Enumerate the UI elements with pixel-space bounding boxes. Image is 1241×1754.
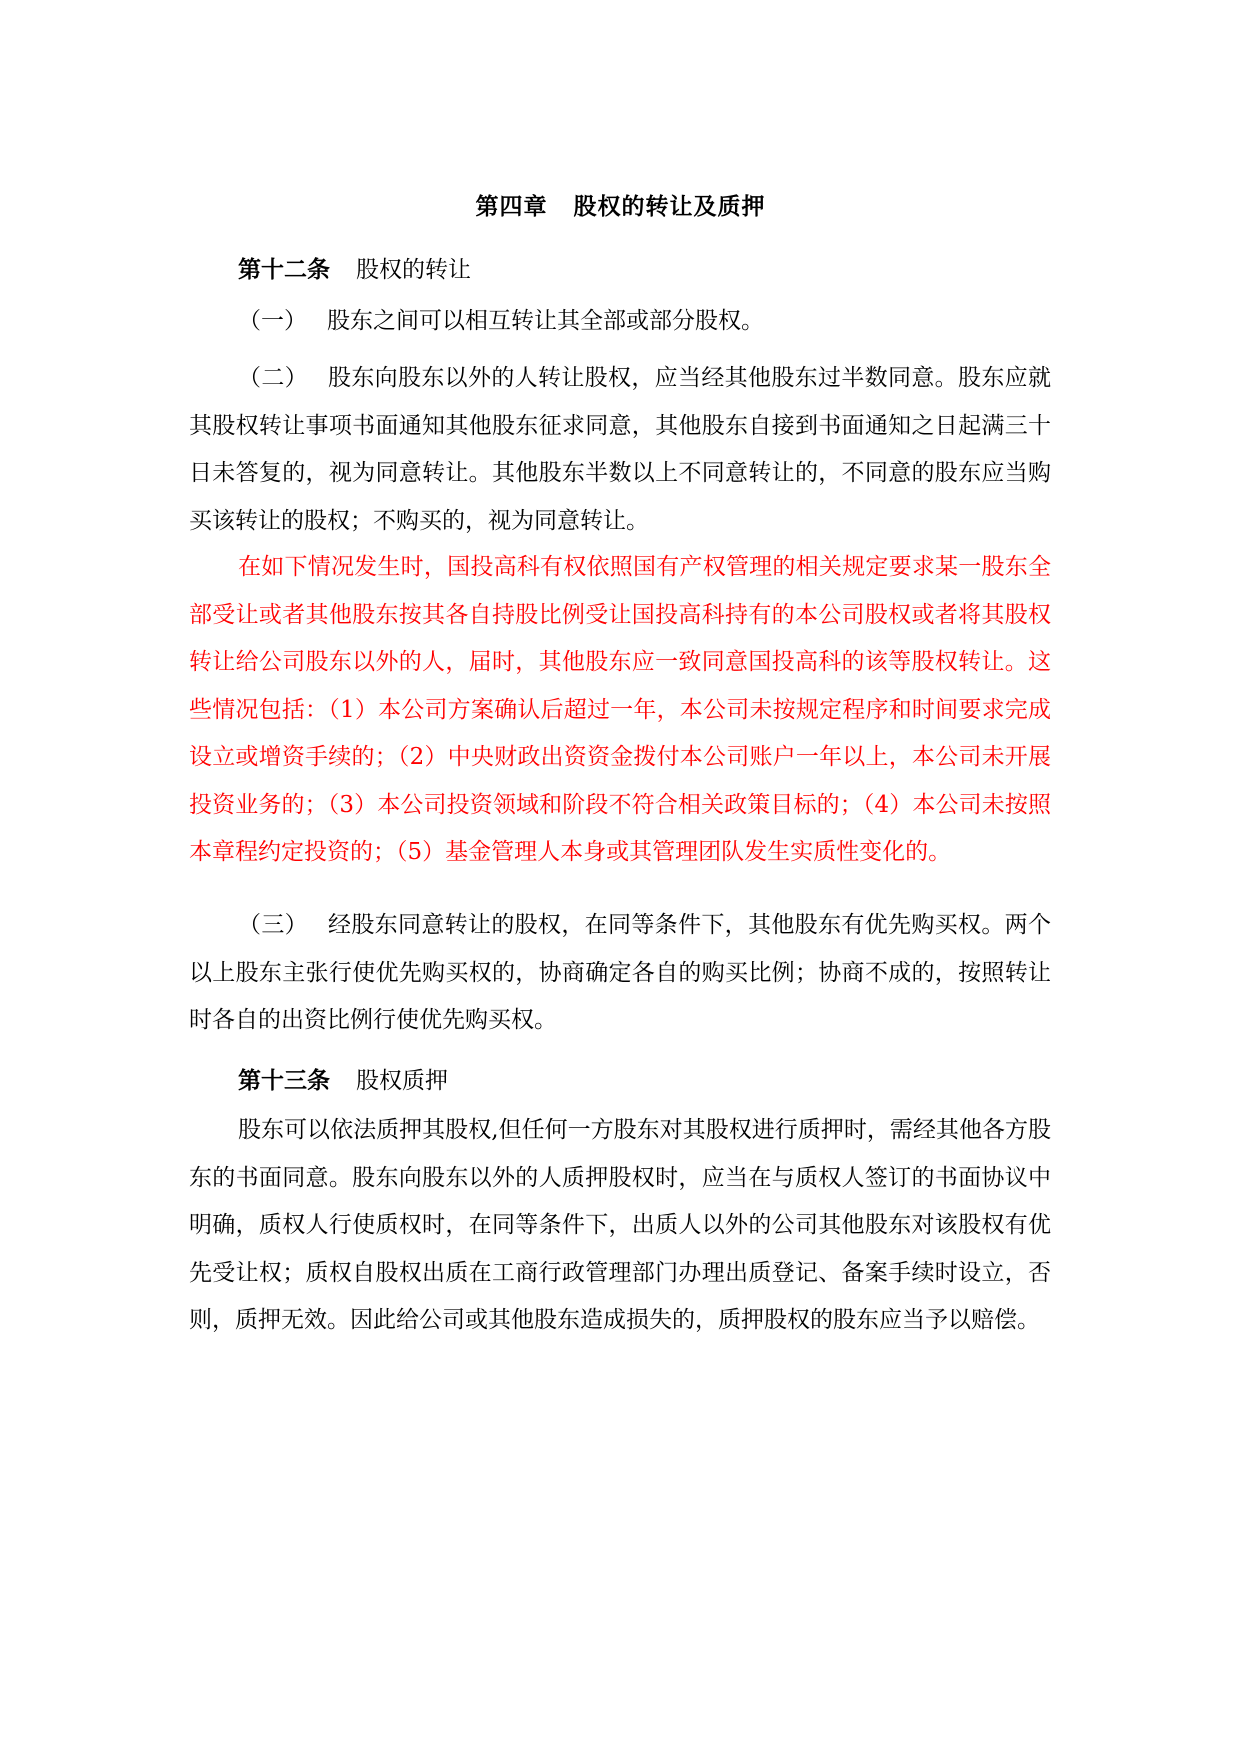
article-13-heading	[238, 1062, 448, 1095]
article-12-number: 第十二条	[238, 256, 330, 283]
article-12-item-2	[189, 355, 1051, 545]
chapter-number: 第四章	[475, 193, 548, 220]
article-13-title: 股权质押	[356, 1068, 448, 1094]
item-2-text: 股东向股东以外的人转让股权，应当经其他股东过半数同意。股东应就其股权转让事项书面通知其他股东征求同意，其他股东自接到书面通知之日起满三十日未答复的，视为同意转让。其他股东半数以上不同意转让的，不同意的股东应当购买该转让的股权；不购买的，视为同意转让。	[189, 365, 1051, 534]
article-12-item-1	[189, 298, 1051, 346]
special-transfer-clause: 在如下情况发生时，国投高科有权依照国有产权管理的相关规定要求某一股东全部受让或者其他股东按其各自持股比例受让国投高科持有的本公司股权或者将其股权转让给公司股东以外的人，届时，其他股东应一致同意国投高科的该等股权转让。这些情况包括：（1）本公司方案确认后超过一年，本公司未按规定程序和时间要求完成设立或增资手续的；（2）中央财政出资资金拨付本公司账户一年以上，本公司未开展投资业务的；（3）本公司投资领域和阶段不符合相关政策目标的；（4）本公司未按照本章程约定投资的；（5）基金管理人本身或其管理团队发生实质性变化的。	[189, 554, 1051, 865]
item-3-number: （三）	[238, 912, 308, 938]
article-12-heading	[238, 251, 471, 284]
article-13-body: 股东可以依法质押其股权,但任何一方股东对其股权进行质押时，需经其他各方股东的书面同意。股东向股东以外的人质押股权时，应当在与质权人签订的书面协议中明确，质权人行使质权时，在同等条件下，出质人以外的公司其他股东对该股权有优先受让权；质权自股权出质在工商行政管理部门办理出质登记、备案手续时设立，否则，质押无效。因此给公司或其他股东造成损失的，质押股权的股东应当予以赔偿。	[189, 1117, 1051, 1333]
item-3-text: 经股东同意转让的股权，在同等条件下，其他股东有优先购买权。两个以上股东主张行使优先购买权的，协商确定各自的购买比例；协商不成的，按照转让时各自的出资比例行使优先购买权。	[189, 912, 1051, 1033]
item-1-number: （一）	[238, 308, 307, 334]
article-13-number: 第十三条	[238, 1067, 330, 1094]
article-12-item-3	[189, 902, 1051, 1045]
chapter-name: 股权的转让及质押	[573, 193, 766, 220]
item-2-number: （二）	[238, 365, 308, 391]
article-12-title: 股权的转让	[356, 257, 471, 283]
item-1-text: 股东之间可以相互转让其全部或部分股权。	[327, 308, 764, 334]
chapter-title	[0, 188, 1241, 221]
